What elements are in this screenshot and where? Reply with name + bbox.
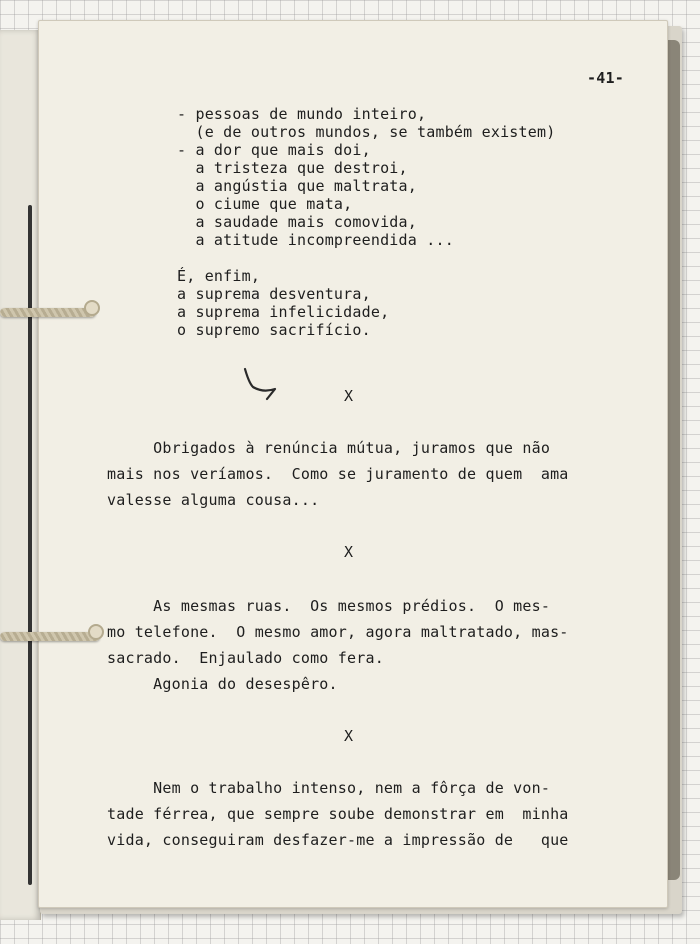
verse-line: o ciume que mata, <box>177 195 353 213</box>
section-separator: X <box>344 727 354 745</box>
paragraph-line: vida, conseguiram desfazer-me a impressão de que <box>107 831 569 849</box>
paragraph-line: Nem o trabalho intenso, nem a fôrça de von- <box>107 779 551 797</box>
paragraph-line: Agonia do desespêro. <box>107 675 338 693</box>
verse-line: o supremo sacrifício. <box>177 321 371 339</box>
verse-line: a tristeza que destroi, <box>177 159 408 177</box>
binding-knot-top <box>84 300 100 316</box>
verse-line: a atitude incompreendida ... <box>177 231 454 249</box>
verse-line: - pessoas de mundo inteiro, <box>177 105 427 123</box>
paragraph-line: valesse alguma cousa... <box>107 491 320 509</box>
page-number: -41- <box>587 69 624 87</box>
verse-line: - a dor que mais doi, <box>177 141 371 159</box>
typewritten-page <box>38 20 668 908</box>
paragraph-line: Obrigados à renúncia mútua, juramos que não <box>107 439 551 457</box>
verse-line: a saudade mais comovida, <box>177 213 417 231</box>
binding-string-bottom <box>0 632 100 641</box>
paragraph-line: tade férrea, que sempre soube demonstrar em minha <box>107 805 569 823</box>
section-separator: X <box>344 543 354 561</box>
verse-line: a suprema infelicidade, <box>177 303 390 321</box>
binding-string-top <box>0 308 96 317</box>
paragraph-line: mais nos veríamos. Como se juramento de quem ama <box>107 465 569 483</box>
pen-mark <box>241 365 281 405</box>
paragraph-line: As mesmas ruas. Os mesmos prédios. O mes- <box>107 597 551 615</box>
previous-page-edge <box>0 30 41 920</box>
paragraph <box>107 775 627 853</box>
paragraph-line: mo telefone. O mesmo amor, agora maltratado, mas- <box>107 623 569 641</box>
verse-line: É, enfim, <box>177 267 261 285</box>
verse-line: a suprema desventura, <box>177 285 371 303</box>
verse-line: a angústia que maltrata, <box>177 177 417 195</box>
paragraph <box>107 593 627 697</box>
binding-spine <box>28 205 32 885</box>
paragraph <box>107 435 627 513</box>
verse-line: (e de outros mundos, se também existem) <box>177 123 556 141</box>
paragraph-line: sacrado. Enjaulado como fera. <box>107 649 384 667</box>
section-separator: X <box>344 387 354 405</box>
binding-knot-bottom <box>88 624 104 640</box>
